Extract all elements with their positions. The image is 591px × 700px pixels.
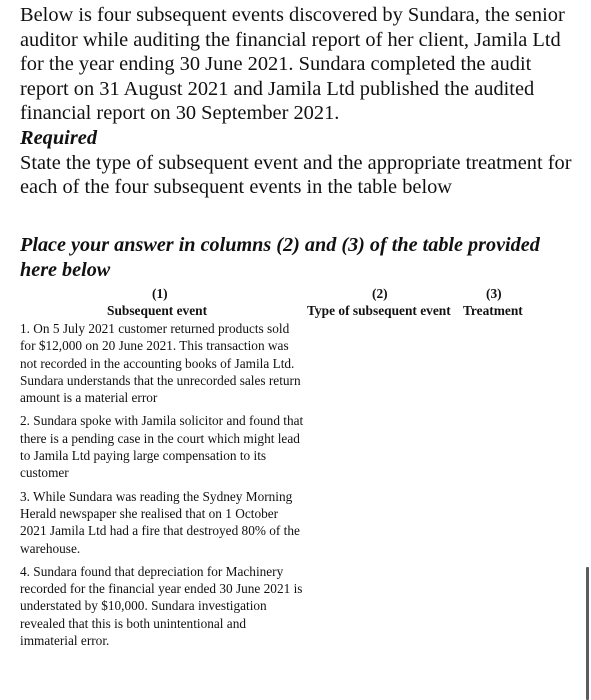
column-1-number: (1): [152, 286, 168, 301]
vertical-scrollbar[interactable]: [586, 567, 589, 700]
column-3-number: (3): [486, 286, 502, 301]
column-2-header: Type of subsequent event: [307, 303, 451, 318]
event-item: 3. While Sundara was reading the Sydney Morning Herald newspaper she realised that on 1 October 2021 Jamila Ltd had a fire that destroyed 80% of the warehouse.: [20, 488, 300, 556]
column-3-header: Treatment: [463, 303, 523, 318]
event-item: 2. Sundara spoke with Jamila solicitor and found that there is a pending case in the court which might lead to Jamila Ltd paying large compensation to its customer: [20, 413, 304, 481]
required-heading: Required: [20, 126, 98, 149]
answer-instruction: Place your answer in columns (2) and (3) of the table provided here below: [20, 234, 540, 281]
event-item: 1. On 5 July 2021 customer returned products sold for $12,000 on 20 June 2021. This transaction was not recorded in the accounting books of Jamila Ltd. Sundara understands that the unrecorded sales return amount is a material error: [20, 321, 301, 406]
question-intro: [20, 3, 580, 200]
intro-paragraph: Below is four subsequent events discovered by Sundara, the senior auditor while auditing the financial report of her client, Jamila Ltd for the year ending 30 June 2021. Sundara completed the audit report on 31 August 2021 and Jamila Ltd published the audited financial report on 30 September 2021.: [20, 4, 565, 125]
column-2-number: (2): [372, 286, 388, 301]
task-statement: State the type of subsequent event and the appropriate treatment for each of the four subsequent events in the table below: [20, 151, 572, 199]
column-1-header: Subsequent event: [107, 303, 208, 318]
subsequent-events-list: [20, 320, 306, 649]
event-item: 4. Sundara found that depreciation for Machinery recorded for the financial year ended 30 June 2021 is understated by $10,000. Sundara investigation revealed that this is both unintentional and immaterial error.: [20, 563, 303, 649]
